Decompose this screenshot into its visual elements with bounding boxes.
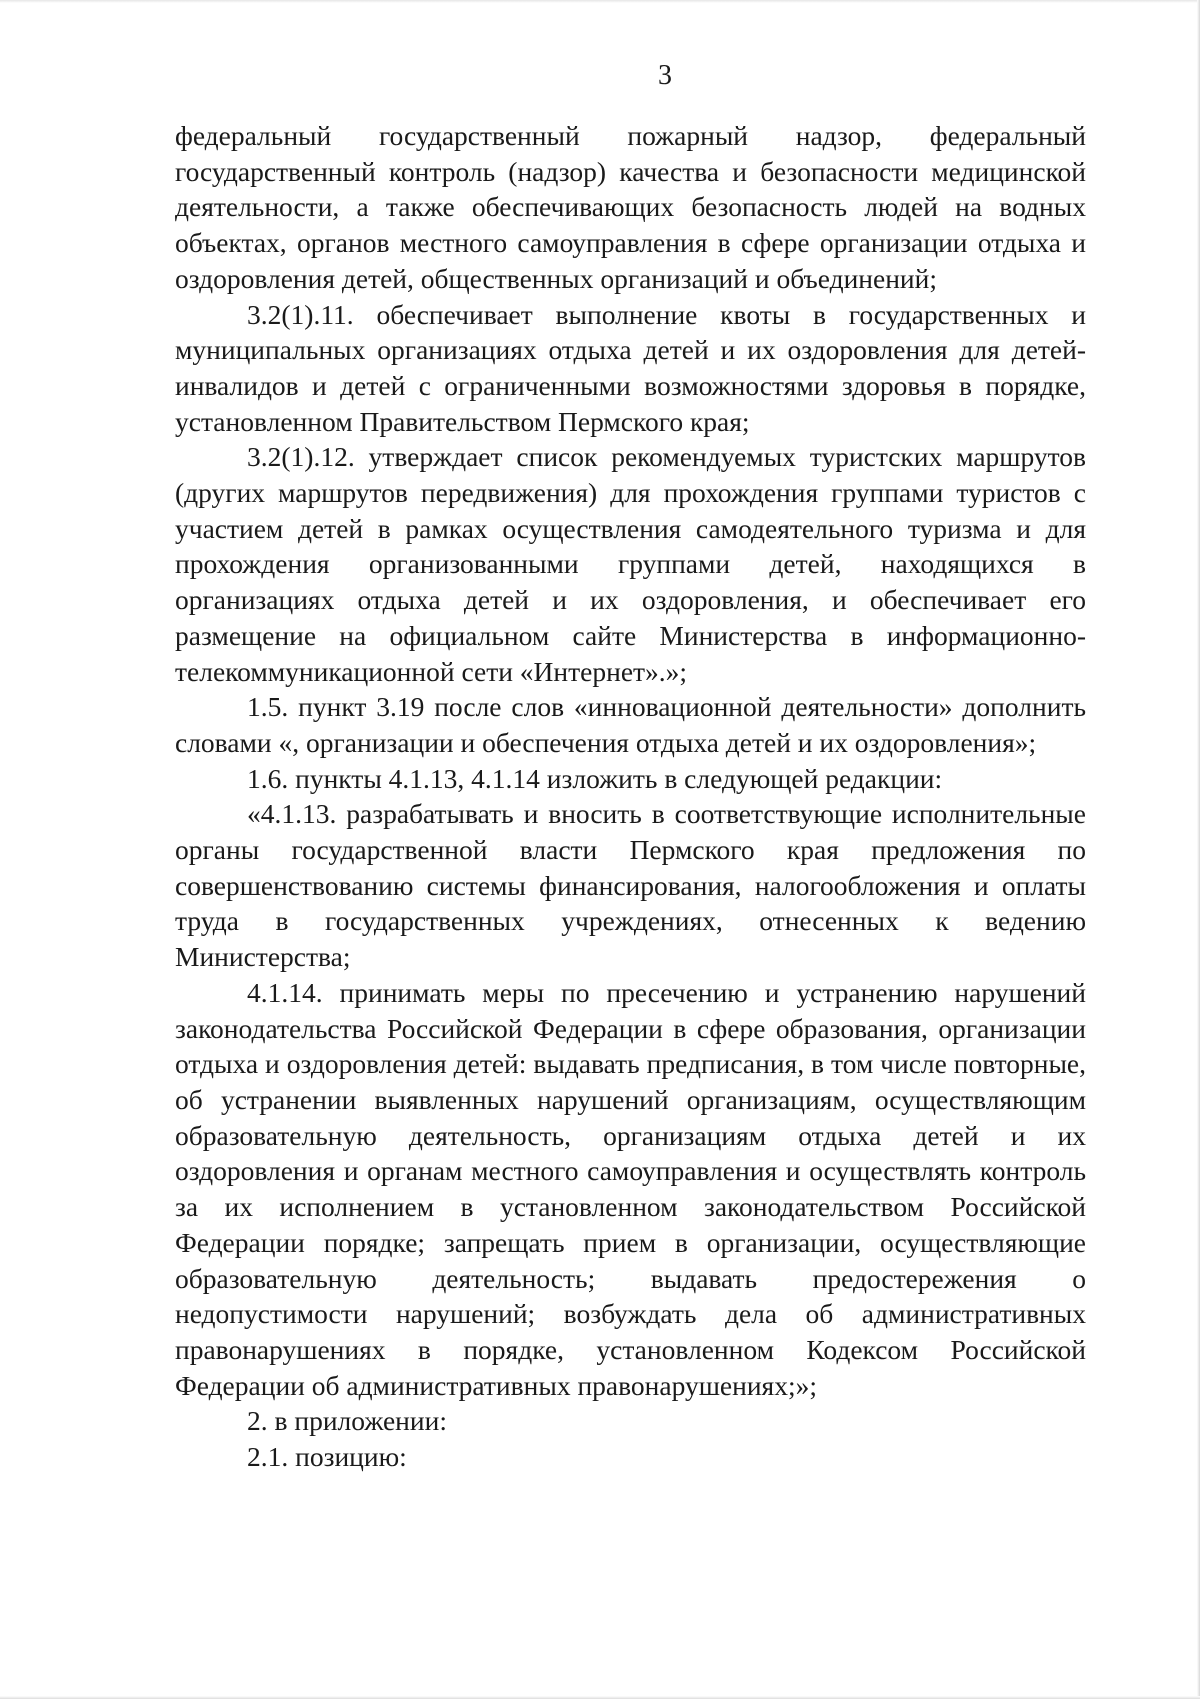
- paragraph-3-2-1-12: 3.2(1).12. утверждает список рекомендуемых туристских маршрутов (других маршрутов передвижения) для прохождения группами туристов с участием детей в рамках осуществления самодеятельного туризма и для прохождения организованными группами детей, находящихся в организациях отдыха детей и их оздоровления, и обеспечивает его размещение на официальном сайте Министерства в информационно-телекоммуникационной сети «Интернет».»;: [175, 441, 1086, 687]
- document-body: [175, 118, 1086, 1475]
- paragraph-2: 2. в приложении:: [247, 1405, 447, 1437]
- page-number: 3: [658, 60, 672, 91]
- paragraph-4-1-14: 4.1.14. принимать меры по пресечению и устранению нарушений законодательства Российской Федерации в сфере образования, организации отдыха и оздоровления детей: выдавать предписания, в том числе повторные, об устранении выявленных нарушений организациям, осуществляющим образовательную деятельность, организациям отдыха детей и их оздоровления и органам местного самоуправления и осуществлять контроль за их исполнением в установленном законодательством Российской Федерации порядке; запрещать прием в организации, осуществляющие образовательную деятельность; выдавать предостережения о недопустимости нарушений; возбуждать дела об административных правонарушениях в порядке, установленном Кодексом Российской Федерации об административных правонарушениях;»;: [175, 976, 1086, 1401]
- paragraph-4-1-13: «4.1.13. разрабатывать и вносить в соответствующие исполнительные органы государственной власти Пермского края предложения по совершенствованию системы финансирования, налогообложения и оплаты труда в государственных учреждениях, отнесенных к ведению Министерства;: [175, 798, 1086, 973]
- scan-edge-top: [0, 0, 1200, 3]
- paragraph-continuation: федеральный государственный пожарный надзор, федеральный государственный контроль (надзор) качества и безопасности медицинской деятельности, а также обеспечивающих безопасность людей на водных объектах, органов местного самоуправления в сфере организации отдыха и оздоровления детей, общественных организаций и объединений;: [175, 120, 1086, 294]
- paragraph-1-5: 1.5. пункт 3.19 после слов «инновационной деятельности» дополнить словами «, организации и обеспечения отдыха детей и их оздоровления»;: [175, 691, 1086, 758]
- paragraph-1-6: 1.6. пункты 4.1.13, 4.1.14 изложить в следующей редакции:: [247, 762, 943, 794]
- paragraph-3-2-1-11: 3.2(1).11. обеспечивает выполнение квоты в государственных и муниципальных организациях отдыха детей и их оздоровления для детей-инвалидов и детей с ограниченными возможностями здоровья в порядке, установленном Правительством Пермского края;: [175, 298, 1086, 437]
- paragraph-2-1: 2.1. позицию:: [247, 1441, 407, 1473]
